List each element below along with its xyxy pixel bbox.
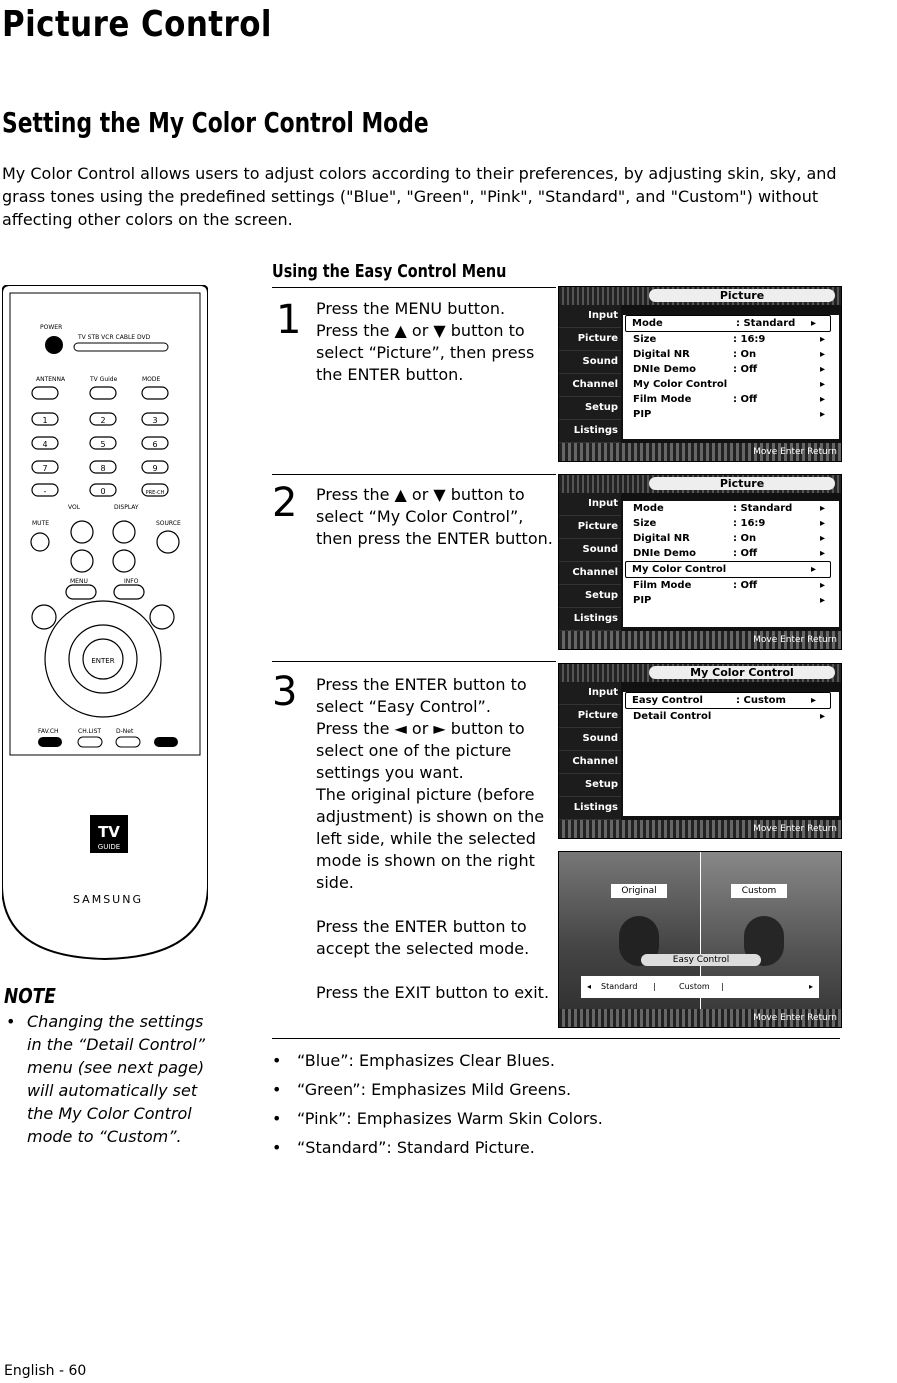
sidebar-item-picture: Picture	[559, 328, 621, 351]
step-3-number: 3	[272, 669, 298, 715]
chlist-label: CH.LIST	[78, 728, 102, 735]
screen-title: Picture	[649, 289, 835, 302]
antenna-label: ANTENNA	[36, 376, 66, 383]
step-2-number: 2	[272, 480, 298, 526]
step-1-line: Press the MENU button.	[316, 299, 506, 318]
tvguide-logo-sub: GUIDE	[97, 843, 121, 851]
key-8: 8	[100, 464, 106, 473]
preset-item: • “Pink”: Emphasizes Warm Skin Colors.	[272, 1104, 872, 1133]
easy-control-preview	[558, 851, 842, 1028]
sidebar-item-channel: Channel	[559, 374, 621, 397]
menu-item-value: : Off	[733, 548, 758, 559]
step-1-line: Press the ▲ or ▼ button to select “Picture”, then press the ENTER button.	[316, 321, 535, 384]
key-9: 9	[152, 464, 158, 473]
menu-item-value: : Off	[733, 394, 758, 405]
step-3-line: Press the ENTER button to select “Easy Control”.	[316, 675, 527, 716]
step-divider	[272, 661, 556, 662]
enter-label: ENTER	[91, 657, 115, 665]
menu-item-label: My Color Control	[633, 379, 728, 390]
step-2-line: Press the ▲ or ▼ button to select “My Color Control”, then press the ENTER button.	[316, 485, 553, 548]
info-label: INFO	[124, 578, 139, 585]
option-custom: Custom	[679, 982, 710, 991]
preset-item: • “Standard”: Standard Picture.	[272, 1133, 872, 1162]
bottom-rule	[272, 1038, 840, 1039]
sidebar-item-listings: Listings	[559, 608, 621, 631]
fav-label: FAV.CH	[38, 728, 59, 735]
screen-hints: Move Enter Return	[559, 631, 841, 649]
note-heading: NOTE	[4, 984, 56, 1008]
preset-descriptions	[272, 1046, 872, 1162]
menu-item-label: Mode	[633, 503, 664, 514]
sidebar-item-input: Input	[559, 682, 621, 705]
sidebar-item-channel: Channel	[559, 562, 621, 585]
intro-paragraph: My Color Control allows users to adjust colors according to their preferences, by adjusting skin, sky, and grass tones using the predefined settings ("Blue", "Green", "Pink", "Standard", and "Custom") without affecting other colors on the screen.	[2, 164, 837, 229]
menu-item-label: Easy Control	[632, 695, 703, 706]
mute-label: MUTE	[32, 520, 50, 527]
sidebar-item-picture: Picture	[559, 516, 621, 539]
key-0: 0	[100, 487, 106, 496]
screen-hints: Move Enter Return	[559, 820, 841, 838]
key-4: 4	[42, 440, 48, 449]
sidebar-item-sound: Sound	[559, 539, 621, 562]
key-5: 5	[100, 440, 106, 449]
dnet-label: D-Net	[116, 728, 134, 735]
screen-title: My Color Control	[649, 666, 835, 679]
easy-menu-heading: Using the Easy Control Menu	[272, 261, 507, 282]
menu-item-label: Digital NR	[633, 533, 690, 544]
menu-item-label: Mode	[632, 318, 663, 329]
step-3-line: The original picture (before adjustment) is shown on the left side, while the selected mode is shown on the right side.	[316, 785, 545, 892]
tv-sidebar	[559, 305, 621, 443]
key-7: 7	[42, 464, 48, 473]
step-3-line: Press the ◄ or ► button to select one of the picture settings you want.	[316, 719, 525, 782]
step-2-text	[316, 484, 554, 550]
menu-screen-picture-selected: Picture Input Picture Sound Channel Setup Listings Mode : Standard ▸ Size : 16:9 ▸ Digital NR : On ▸ DNIe Demo : Off ▸ My Color Control ▸ Film Mode : Off ▸ PIP ▸ Move Enter Return	[558, 474, 842, 650]
sidebar-item-picture: Picture	[559, 705, 621, 728]
display-label: DISPLAY	[114, 504, 139, 511]
menu-item-label: DNIe Demo	[633, 364, 697, 375]
screen-hints: Move Enter Return	[559, 443, 841, 461]
tvguide-label: TV Guide	[90, 376, 118, 383]
menu-item-value: : Standard	[736, 318, 796, 329]
menu-item-label: DNIe Demo	[633, 548, 697, 559]
page-footer: English - 60	[4, 1363, 87, 1379]
note-item: • Changing the settings in the “Detail Control” menu (see next page) will automatically set the My Color Control mode to “Custom”.	[6, 1010, 216, 1148]
sidebar-item-setup: Setup	[559, 585, 621, 608]
key-prech: PRE-CH	[145, 490, 165, 496]
menu-label: MENU	[70, 578, 88, 585]
sidebar-item-setup: Setup	[559, 774, 621, 797]
menu-item-label: Film Mode	[633, 580, 692, 591]
option-standard: Standard	[601, 982, 638, 991]
menu-item-label: Size	[633, 518, 657, 529]
key-dash: -	[43, 487, 47, 496]
sidebar-item-channel: Channel	[559, 751, 621, 774]
step-1-number: 1	[276, 297, 302, 343]
sidebar-item-listings: Listings	[559, 797, 621, 820]
tv-sidebar	[559, 682, 621, 820]
brand-label: SAMSUNG	[73, 893, 143, 906]
easy-control-bar-title: Easy Control	[641, 954, 761, 966]
menu-item-value: : Custom	[736, 695, 786, 706]
vol-label: VOL	[68, 504, 81, 511]
step-1-text	[316, 298, 552, 386]
power-button	[45, 336, 63, 354]
key-2: 2	[100, 416, 106, 425]
source-labels: TV STB VCR CABLE DVD	[78, 334, 151, 341]
preset-item: • “Blue”: Emphasizes Clear Blues.	[272, 1046, 872, 1075]
step-3-text	[316, 674, 552, 1004]
menu-item-value: : On	[733, 349, 757, 360]
screen-title: Picture	[649, 477, 835, 490]
mode-label: MODE	[142, 376, 161, 383]
menu-item-value: : Standard	[733, 503, 793, 514]
preset-item: • “Green”: Emphasizes Mild Greens.	[272, 1075, 872, 1104]
menu-item-label: Film Mode	[633, 394, 692, 405]
source-label: SOURCE	[156, 520, 181, 527]
menu-item-value: : On	[733, 533, 757, 544]
heading-rule	[272, 287, 556, 288]
menu-item-label: Size	[633, 334, 657, 345]
menu-item-label: PIP	[633, 595, 652, 606]
step-3-line: Press the EXIT button to exit.	[316, 983, 550, 1002]
menu-item-value: : 16:9	[733, 518, 766, 529]
menu-item-label: Digital NR	[633, 349, 690, 360]
note-list	[6, 1010, 216, 1148]
key-3: 3	[152, 416, 158, 425]
menu-item-label: Detail Control	[633, 711, 712, 722]
sidebar-item-sound: Sound	[559, 728, 621, 751]
remote-control-illustration	[2, 285, 208, 961]
easy-control-options: ◂ Standard | Custom | ▸	[581, 976, 819, 998]
tvguide-logo-text: TV	[98, 823, 120, 841]
page-title: Picture Control	[2, 4, 272, 45]
sidebar-item-input: Input	[559, 493, 621, 516]
menu-screen-picture: Picture Input Picture Sound Channel Setup Listings Mode : Standard ▸ Size : 16:9 ▸ Digital NR : On ▸ DNIe Demo : Off ▸ My Color Control ▸ Film Mode : Off ▸ PIP ▸ Move Enter Return	[558, 286, 842, 462]
screen-hints: Move Enter Return	[559, 1009, 841, 1027]
sidebar-item-setup: Setup	[559, 397, 621, 420]
menu-item-label: My Color Control	[632, 564, 727, 575]
custom-label: Custom	[731, 884, 787, 898]
sidebar-item-input: Input	[559, 305, 621, 328]
step-3-line: Press the ENTER button to accept the selected mode.	[316, 917, 530, 958]
key-1: 1	[42, 416, 48, 425]
sidebar-item-sound: Sound	[559, 351, 621, 374]
power-label: POWER	[40, 324, 63, 331]
menu-screen-my-color-control: My Color Control Input Picture Sound Channel Setup Listings Easy Control : Custom ▸ Detail Control ▸ Move Enter Return	[558, 663, 842, 839]
menu-item-label: PIP	[633, 409, 652, 420]
menu-item-value: : 16:9	[733, 334, 766, 345]
step-divider	[272, 474, 556, 475]
original-label: Original	[611, 884, 667, 898]
menu-item-value: : Off	[733, 364, 758, 375]
menu-item-value: : Off	[733, 580, 758, 591]
key-6: 6	[152, 440, 158, 449]
section-title: Setting the My Color Control Mode	[2, 106, 429, 139]
sidebar-item-listings: Listings	[559, 420, 621, 443]
tv-sidebar	[559, 493, 621, 631]
